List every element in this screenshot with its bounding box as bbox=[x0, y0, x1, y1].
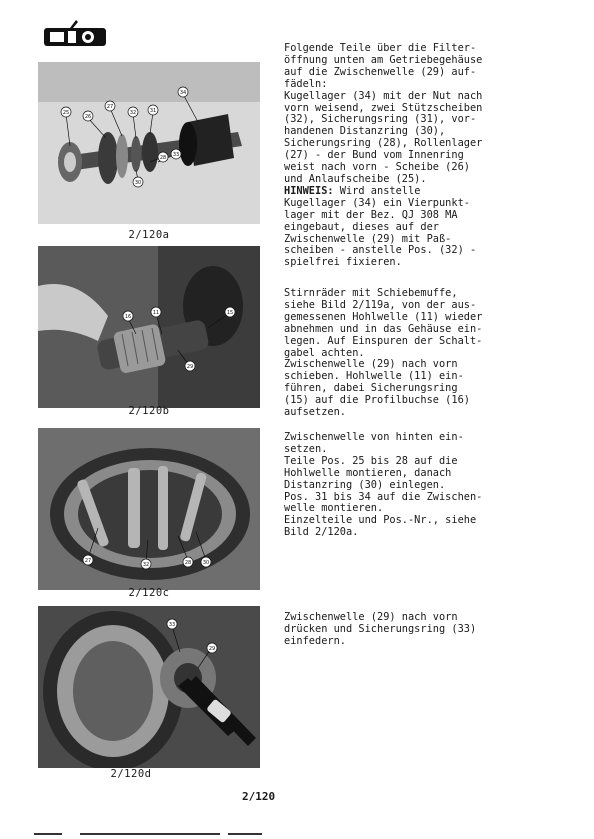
callout-label: 27 bbox=[84, 558, 92, 564]
callout-label: 33 bbox=[172, 152, 180, 158]
callout-label: 11 bbox=[152, 310, 160, 316]
instruction-text-4: Zwischenwelle (29) nach vorn drücken und Sicherungsring (33) einfedern. bbox=[284, 611, 477, 647]
instruction-text-1 bbox=[284, 43, 584, 269]
page-number: 2/120 bbox=[242, 790, 276, 803]
photo-shaft-assembly bbox=[38, 62, 260, 224]
instruction-text-3: Zwischenwelle von hinten ein- setzen. Teile Pos. 25 bis 28 auf die Hohlwelle montieren, danach Distanzring (30) einlegen. Pos. 31 bis 34 auf die Zwischen- welle montieren. Einzelteile und Pos.-Nr., siehe Bild 2/120a. bbox=[284, 431, 483, 539]
callout-label: 27 bbox=[106, 104, 114, 110]
photo-d-graphic bbox=[38, 606, 260, 768]
instruction-text: Folgende Teile über die Filter- öffnung unten am Getriebegehäuse auf die Zwischenwelle (29) auf- fädeln: Kugellager (34) mit der Nut nach vorn weisend, zwei Stützscheiben (32), Sicherungsring (31), vor- handenen Distanzring (30), Sicherungsring (28), Rollenlager (27) - der Bund vom Innenring weist nach vorn - Scheibe (26) und Anlaufscheibe (25). bbox=[284, 42, 483, 185]
callout-label: 30 bbox=[134, 180, 142, 186]
divider bbox=[34, 833, 62, 835]
note-label: HINWEIS: bbox=[284, 184, 334, 197]
callout-label: 31 bbox=[149, 108, 157, 114]
photo-a-graphic bbox=[38, 62, 260, 224]
callout-label: 28 bbox=[159, 155, 167, 161]
callout-label: 30 bbox=[202, 560, 210, 566]
photo-housing-opening bbox=[38, 428, 260, 590]
callout-label: 33 bbox=[168, 622, 176, 628]
callout-label: 32 bbox=[129, 110, 137, 116]
callout-label: 16 bbox=[124, 314, 132, 320]
callout-label: 29 bbox=[208, 646, 216, 652]
instruction-text: Wird anstelle Kugellager (34) ein Vierpunkt- lager mit der Bez. QJ 308 MA eingebaut, dieses auf der Zwischenwelle (29) mit Paß- scheiben - anstelle Pos. (32) - spielfrei fixieren. bbox=[284, 184, 477, 269]
instruction-text-2: Stirnräder mit Schiebemuffe, siehe Bild 2/119a, von der aus- gemessenen Hohlwelle (11) wieder abnehmen und in das Gehäuse ein- legen. Auf Einspuren der Schalt- gabel achten. Zwischenwelle (29) nach vorn schieben. Hohlwelle (11) ein- führen, dabei Sicherungsring (15) auf die Profilbuchse (16) aufsetzen. bbox=[284, 287, 483, 419]
photo-c-graphic bbox=[38, 428, 260, 590]
photo-circlip-pliers bbox=[38, 606, 260, 768]
callout-label: 15 bbox=[226, 310, 234, 316]
divider bbox=[228, 833, 262, 835]
callout-label: 29 bbox=[186, 364, 194, 370]
callout-label: 26 bbox=[84, 114, 92, 120]
callout-label: 25 bbox=[62, 110, 70, 116]
figure-caption: 2/120b bbox=[128, 405, 170, 417]
photo-hollow-shaft-insert bbox=[38, 246, 260, 408]
callout-label: 34 bbox=[179, 90, 187, 96]
callout-label: 32 bbox=[142, 562, 150, 568]
logo bbox=[40, 20, 112, 50]
figure-caption: 2/120d bbox=[110, 768, 152, 780]
photo-b-graphic bbox=[38, 246, 260, 408]
figure-caption: 2/120a bbox=[128, 229, 170, 241]
divider bbox=[80, 833, 220, 835]
figure-caption: 2/120c bbox=[128, 587, 170, 599]
callout-label: 28 bbox=[184, 560, 192, 566]
